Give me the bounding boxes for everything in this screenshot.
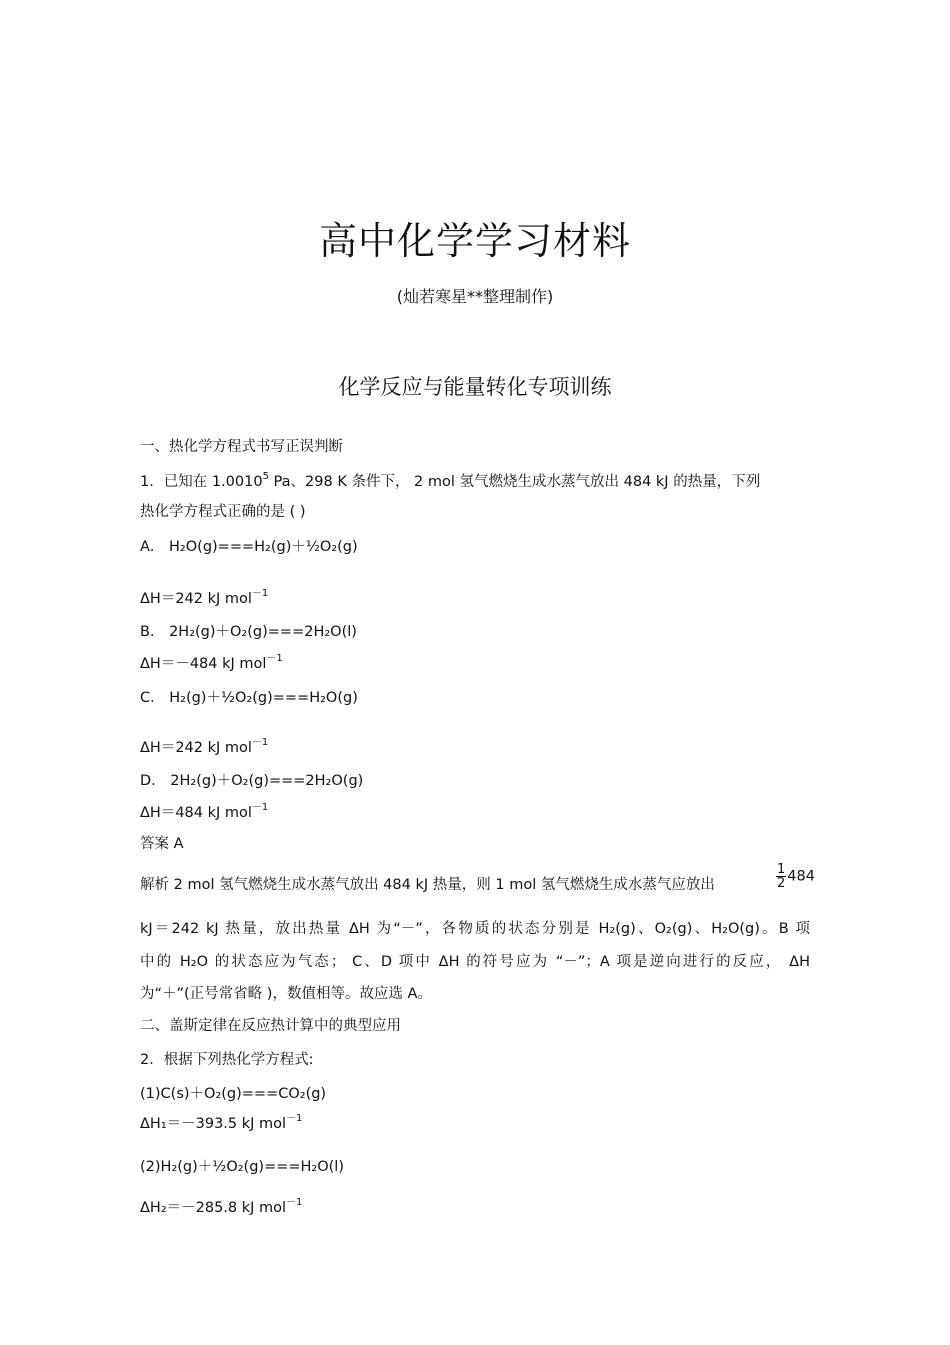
option-d-dh-text: ΔH＝484 kJ mol	[140, 805, 252, 821]
option-b-label: B．	[140, 624, 165, 640]
section-title: 化学反应与能量转化专项训练	[338, 375, 612, 399]
option-d-equation: 2H₂(g)＋O₂(g)===2H₂O(g)	[170, 773, 364, 789]
option-c-dh-exponent: －1	[251, 737, 269, 748]
option-b-equation: 2H₂(g)＋O₂(g)===2H₂O(l)	[169, 624, 357, 640]
explanation-fraction	[775, 863, 815, 890]
option-a-label: A．	[140, 539, 165, 555]
option-c-dh-text: ΔH＝242 kJ mol	[140, 740, 252, 756]
option-b-dh-exponent: －1	[266, 653, 283, 664]
q2-dh2-exponent: －1	[286, 1197, 303, 1208]
option-d-label: D．	[140, 773, 166, 789]
q2-dh2-text: ΔH₂＝－285.8 kJ mol	[140, 1200, 287, 1216]
q1-line1-text-b: Pa、298 K 条件下， 2 mol 氢气燃烧生成水蒸气放出 484 kJ 的热量，下列	[268, 474, 761, 490]
part2-heading: 二、盖斯定律在反应热计算中的典型应用	[140, 1018, 401, 1034]
option-d	[140, 769, 363, 790]
explanation-line3: 中的 H₂O 的状态应为气态； C、D 项中 ΔH 的符号应为 “－”；A 项是逆向进行的反应， ΔH	[140, 954, 810, 970]
page-subtitle: (灿若寒星**整理制作)	[396, 287, 554, 306]
option-d-dh-exponent: －1	[251, 802, 269, 813]
explanation-line1-tail: 484	[787, 868, 815, 885]
option-a	[140, 535, 358, 556]
option-b	[140, 620, 357, 641]
q1-line1-exponent: 5	[262, 471, 269, 482]
explanation-line1	[140, 873, 715, 894]
q2-eq1: (1)C(s)＋O₂(g)===CO₂(g)	[140, 1086, 327, 1102]
option-c-label: C．	[140, 690, 165, 706]
explanation-line1-text: 解析 2 mol 氢气燃烧生成水蒸气放出 484 kJ 热量，则 1 mol 氢气燃烧生成水蒸气应放出	[140, 877, 715, 893]
q1-line2: 热化学方程式正确的是 ( )	[140, 504, 306, 520]
option-a-dh	[140, 587, 268, 608]
option-d-dh	[140, 801, 268, 822]
option-c-equation: H₂(g)＋½O₂(g)===H₂O(g)	[169, 690, 358, 706]
option-a-equation: H₂O(g)===H₂(g)＋½O₂(g)	[169, 539, 358, 555]
explanation-line4: 为“＋”(正号常省略 )，数值相等。故应选 A。	[140, 986, 432, 1002]
fraction-half: $\frac{1}{2}$	[777, 862, 786, 891]
part1-heading: 一、热化学方程式书写正误判断	[140, 439, 343, 455]
q2-intro: 2．根据下列热化学方程式:	[140, 1052, 314, 1068]
q2-dh1-text: ΔH₁＝－393.5 kJ mol	[140, 1116, 287, 1132]
option-c	[140, 686, 358, 707]
q2-dh1-exponent: －1	[286, 1113, 303, 1124]
q2-eq2: (2)H₂(g)＋½O₂(g)===H₂O(l)	[140, 1159, 344, 1175]
option-b-dh	[140, 652, 283, 673]
q2-dh1	[140, 1112, 302, 1133]
option-a-dh-text: ΔH＝242 kJ mol	[140, 591, 252, 607]
q1-line1	[140, 470, 760, 491]
answer: 答案 A	[140, 836, 184, 852]
option-b-dh-text: ΔH＝－484 kJ mol	[140, 656, 267, 672]
explanation-line2: kJ＝242 kJ 热量，放出热量 ΔH 为“－”，各物质的状态分别是 H₂(g)、O₂(g)、H₂O(g)。B 项	[140, 921, 810, 937]
option-a-dh-exponent: －1	[251, 588, 269, 599]
q1-line1-text: 1．已知在 1.0010	[140, 474, 263, 490]
page-title: 高中化学学习材料	[318, 219, 631, 263]
q2-dh2	[140, 1196, 302, 1217]
option-c-dh	[140, 736, 268, 757]
